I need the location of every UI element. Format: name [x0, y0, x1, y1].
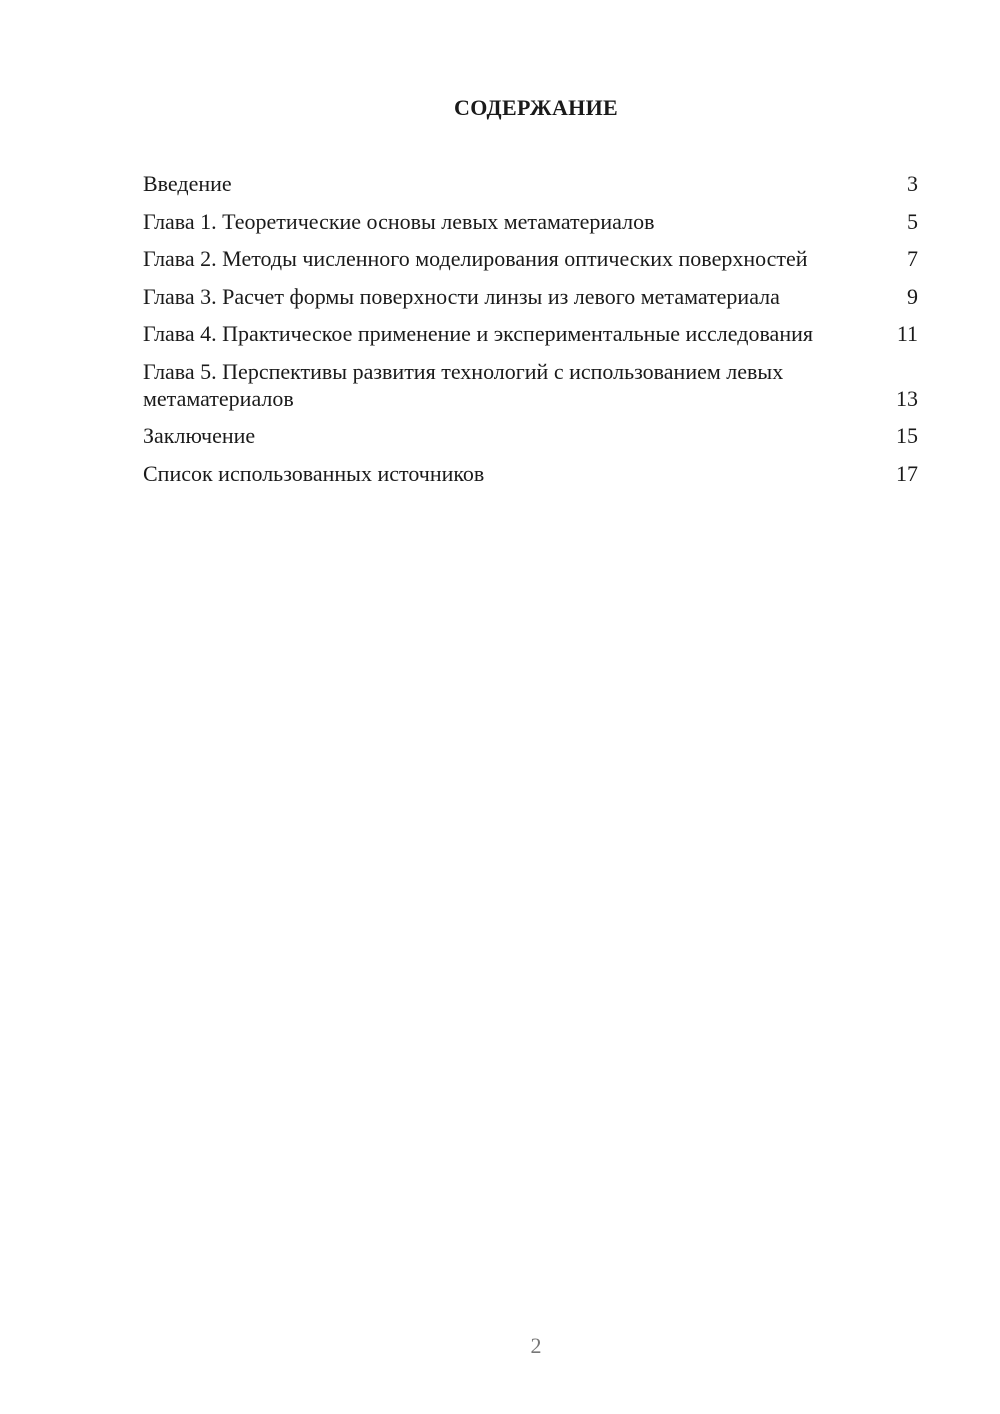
toc-entry-chapter-1: [143, 208, 918, 235]
toc-entry-title: Глава 1. Теоретические основы левых метаматериалов: [143, 208, 655, 234]
toc-entry-page: 5: [907, 208, 918, 234]
toc-entry-page: 17: [896, 460, 918, 486]
toc-entry-title: Заключение: [143, 423, 256, 448]
toc-entry-title: Введение: [143, 171, 232, 196]
toc-entry-introduction: [143, 170, 918, 197]
toc-entry-page: 7: [907, 246, 918, 271]
table-of-contents: [143, 170, 918, 497]
toc-entry-title: Глава 4. Практическое применение и экспериментальные исследования: [143, 321, 813, 346]
toc-entry-chapter-3: [143, 283, 918, 310]
toc-entry-references: [143, 460, 918, 487]
toc-entry-title: Список использованных источников: [143, 460, 485, 486]
toc-entry-page: 13: [896, 385, 918, 411]
toc-entry-title: Глава 3. Расчет формы поверхности линзы из левого метаматериала: [143, 283, 780, 309]
page-title: СОДЕРЖАНИЕ: [454, 95, 618, 120]
toc-entry-title: Глава 2. Методы численного моделирования оптических поверхностей: [143, 246, 808, 271]
toc-entry-page: 15: [896, 423, 918, 448]
toc-entry-page: 3: [907, 171, 918, 196]
toc-entry-chapter-2: [143, 245, 918, 272]
toc-entry-page: 9: [907, 283, 918, 309]
toc-entry-conclusion: [143, 422, 918, 449]
page-number: 2: [530, 1333, 542, 1358]
toc-entry-title: Глава 5. Перспективы развития технологий с использованием левых метаматериалов: [143, 358, 784, 411]
toc-entry-chapter-5: [143, 358, 918, 412]
toc-entry-chapter-4: [143, 320, 918, 347]
toc-entry-page: 11: [896, 321, 918, 346]
